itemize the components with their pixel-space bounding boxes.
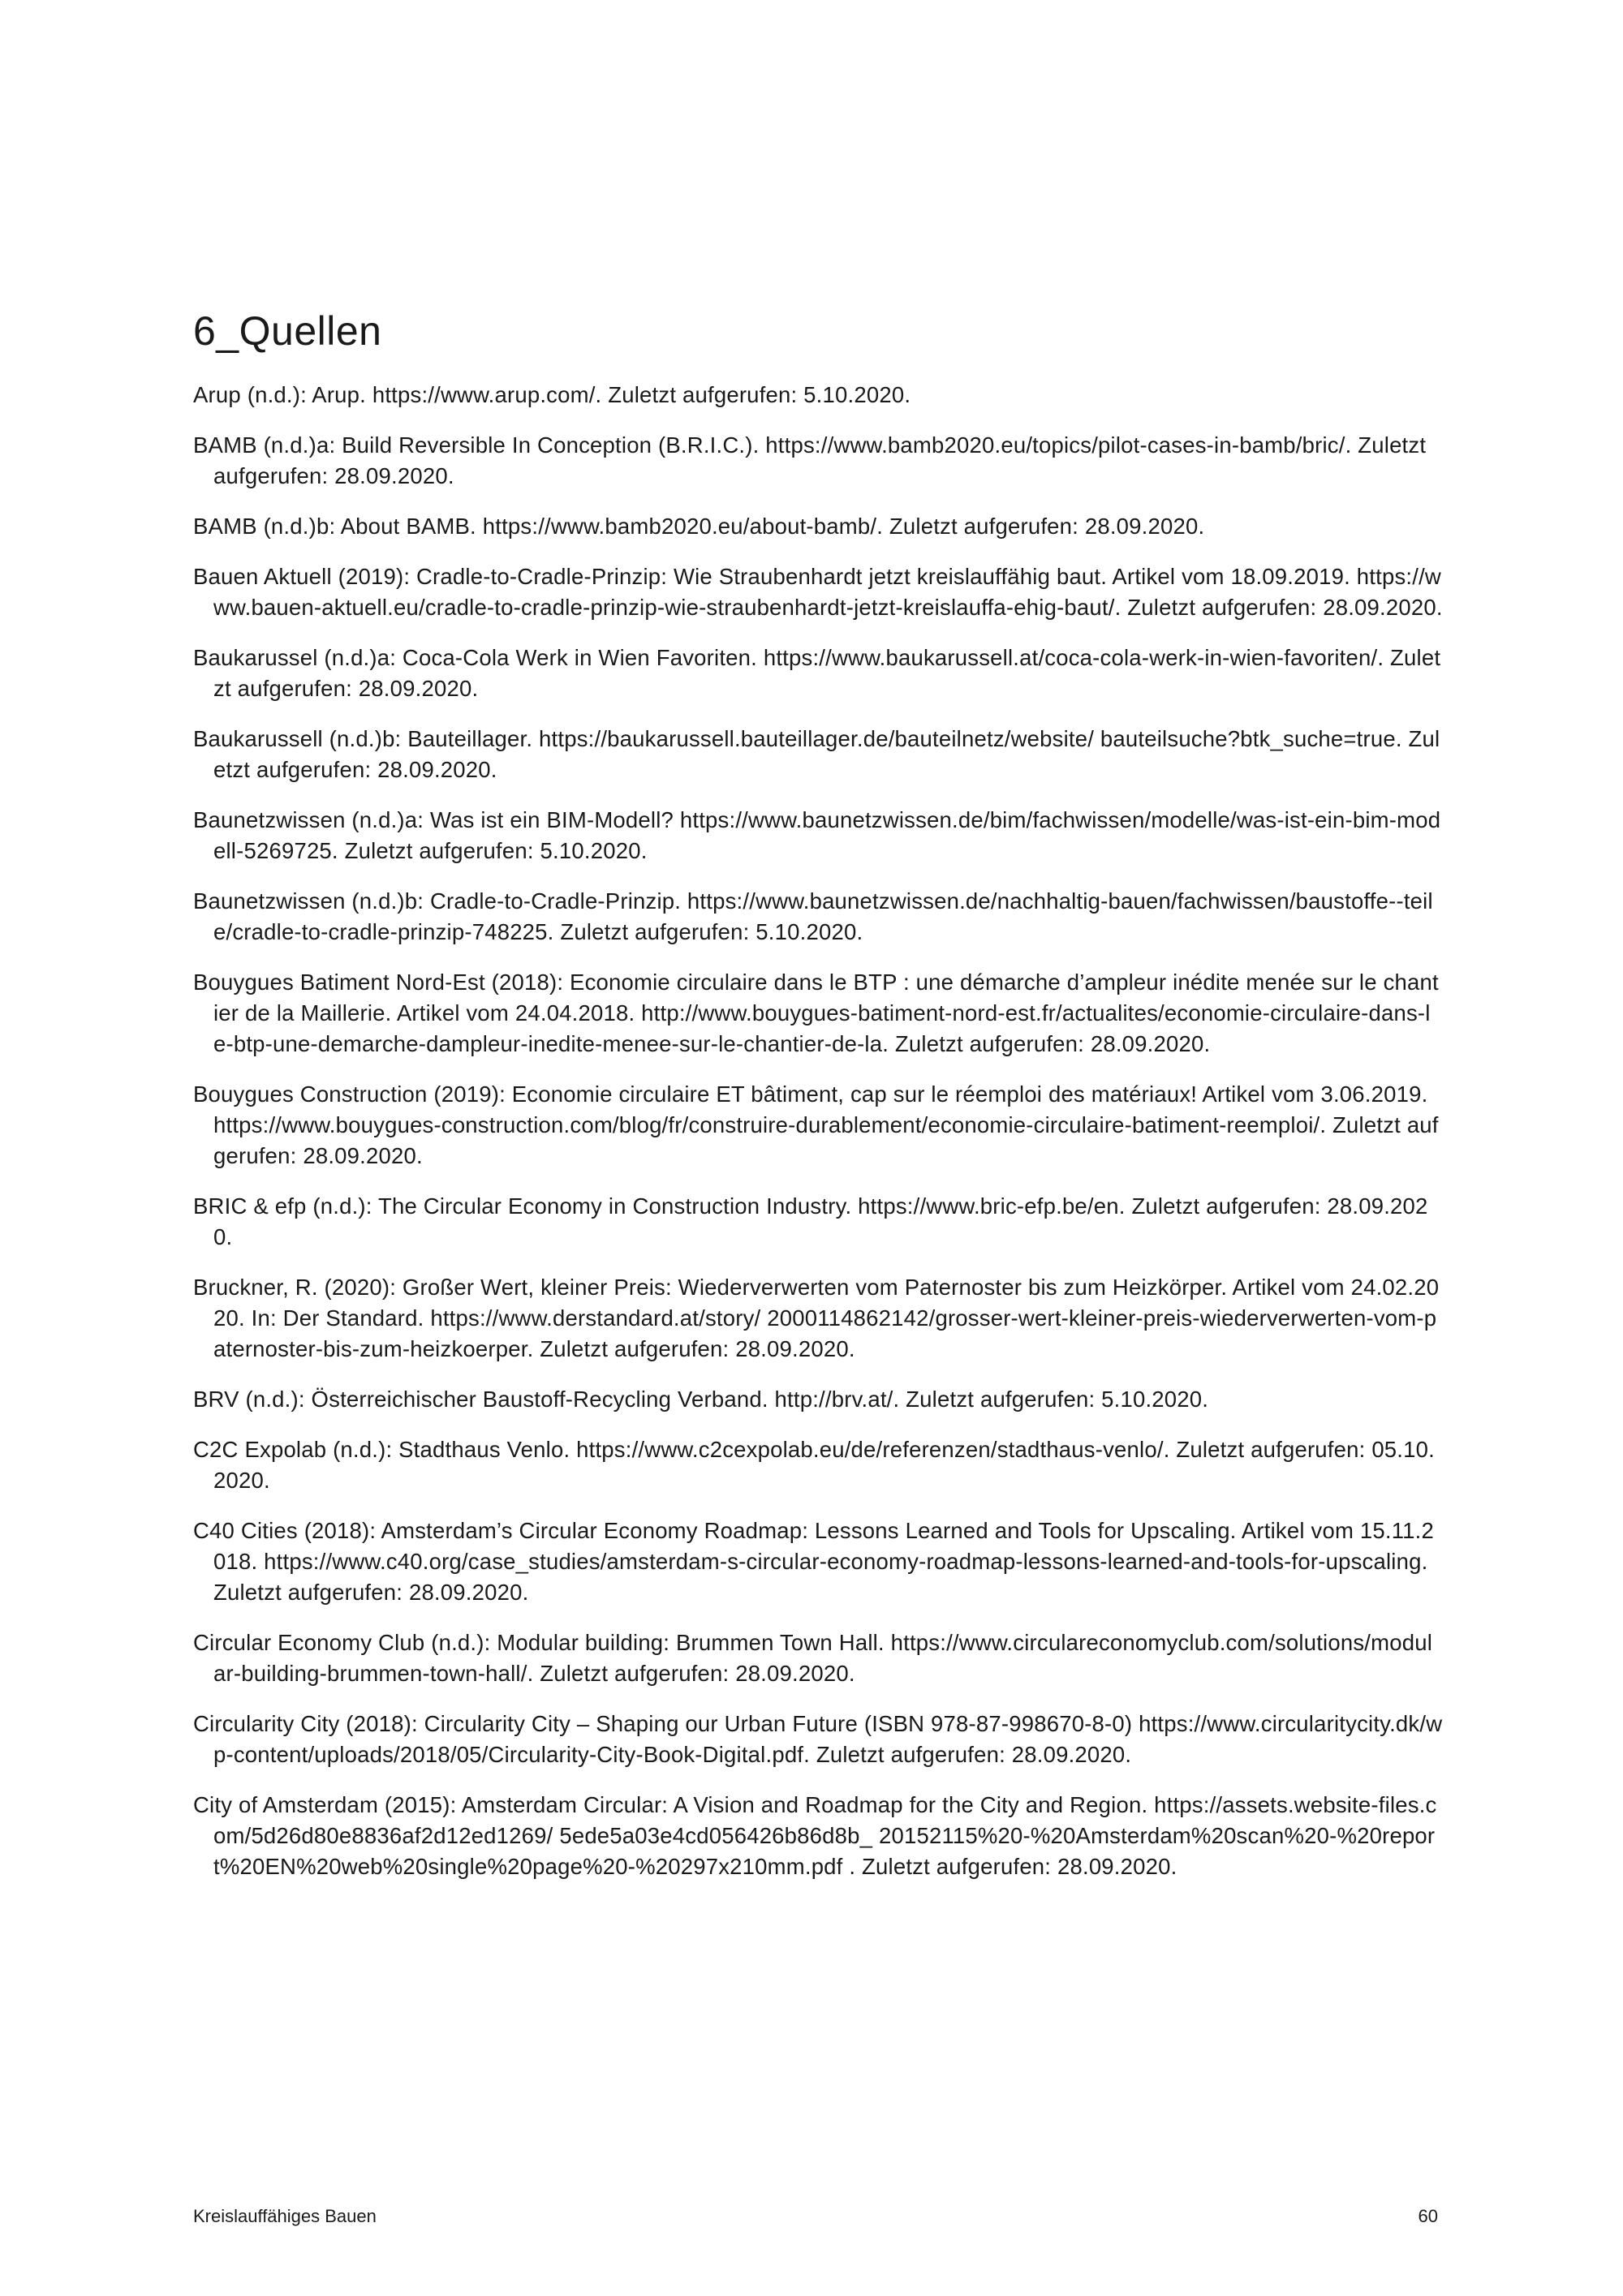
- reference-item: Circularity City (2018): Circularity City – Shaping our Urban Future (ISBN 978-87-998670-8-0) https://www.circularitycity.dk/wp-content/uploads/2018/05/Circularity-City-Book-Digital.pdf. Zuletzt aufgerufen: 28.09.2020.: [193, 1711, 1443, 1767]
- reference-item: Baunetzwissen (n.d.)a: Was ist ein BIM-Modell? https://www.baunetzwissen.de/bim/fachwissen/modelle/was-ist-ein-bim-modell-5269725. Zuletzt aufgerufen: 5.10.2020.: [193, 807, 1441, 863]
- reference-list: [193, 380, 1443, 1902]
- reference-item: BAMB (n.d.)b: About BAMB. https://www.bamb2020.eu/about-bamb/. Zuletzt aufgerufen: 28.09.2020.: [193, 514, 1205, 539]
- footer-title: Kreislauffähiges Bauen: [193, 2206, 377, 2226]
- reference-item: Bouygues Batiment Nord-Est (2018): Economie circulaire dans le BTP : une démarche d’ampleur inédite menée sur le chantier de la Maillerie. Artikel vom 24.04.2018. http://www.bouygues-batiment-nord-est.fr/actualites/economie-circulaire-dans-le-btp-une-demarche-dampleur-inedite-menee-sur-le-chantier-de-la. Zuletzt aufgerufen: 28.09.2020.: [193, 970, 1439, 1056]
- reference-item: BRV (n.d.): Österreichischer Baustoff-Recycling Verband. http://brv.at/. Zuletzt aufgerufen: 5.10.2020.: [193, 1387, 1209, 1412]
- reference-item: C2C Expolab (n.d.): Stadthaus Venlo. https://www.c2cexpolab.eu/de/referenzen/stadthaus-venlo/. Zuletzt aufgerufen: 05.10.2020.: [193, 1437, 1435, 1493]
- reference-item: Baukarussel (n.d.)a: Coca-Cola Werk in Wien Favoriten. https://www.baukarussell.at/coca-cola-werk-in-wien-favoriten/. Zuletzt aufgerufen: 28.09.2020.: [193, 645, 1441, 701]
- reference-item: Baunetzwissen (n.d.)b: Cradle-to-Cradle-Prinzip. https://www.baunetzwissen.de/nachhaltig-bauen/fachwissen/baustoffe--teile/cradle-to-cradle-prinzip-748225. Zuletzt aufgerufen: 5.10.2020.: [193, 888, 1433, 944]
- reference-item: Baukarussell (n.d.)b: Bauteillager. https://baukarussell.bauteillager.de/bauteilnetz/website/ bauteilsuche?btk_suche=true. Zuletzt aufgerufen: 28.09.2020.: [193, 726, 1440, 782]
- reference-item: Bauen Aktuell (2019): Cradle-to-Cradle-Prinzip: Wie Straubenhardt jetzt kreislauffähig baut. Artikel vom 18.09.2019. https://www.bauen-aktuell.eu/cradle-to-cradle-prinzip-wie-straubenhardt-jetzt-kreislauffa-ehig-baut/. Zuletzt aufgerufen: 28.09.2020.: [193, 564, 1443, 620]
- reference-item: Bruckner, R. (2020): Großer Wert, kleiner Preis: Wiederverwerten vom Paternoster bis zum Heizkörper. Artikel vom 24.02.2020. In: Der Standard. https://www.derstandard.at/story/ 2000114862142/grosser-wert-kleiner-preis-wiederverwerten-vom-paternoster-bis-zum-heizkoerper. Zuletzt aufgerufen: 28.09.2020.: [193, 1275, 1440, 1361]
- reference-item: C40 Cities (2018): Amsterdam’s Circular Economy Roadmap: Lessons Learned and Tools for Upscaling. Artikel vom 15.11.2018. https://www.c40.org/case_studies/amsterdam-s-circular-economy-roadmap-lessons-learned-and-tools-for-upscaling. Zuletzt aufgerufen: 28.09.2020.: [193, 1518, 1434, 1605]
- reference-item: BAMB (n.d.)a: Build Reversible In Conception (B.R.I.C.). https://www.bamb2020.eu/topics/pilot-cases-in-bamb/bric/. Zuletzt aufgerufen: 28.09.2020.: [193, 432, 1427, 488]
- reference-item: Bouygues Construction (2019): Economie circulaire ET bâtiment, cap sur le réemploi des matériaux! Artikel vom 3.06.2019. https://www.bouygues-construction.com/blog/fr/construire-durablement/economie-circulaire-batiment-reemploi/. Zuletzt aufgerufen: 28.09.2020.: [193, 1081, 1439, 1168]
- reference-item: BRIC & efp (n.d.): The Circular Economy in Construction Industry. https://www.bric-efp.be/en. Zuletzt aufgerufen: 28.09.2020.: [193, 1193, 1428, 1249]
- reference-item: City of Amsterdam (2015): Amsterdam Circular: A Vision and Roadmap for the City and Region. https://assets.website-files.com/5d26d80e8836af2d12ed1269/ 5ede5a03e4cd056426b86d8b_ 20152115%20-%20Amsterdam%20scan%20-%20report%20EN%20web%20single%20page%20-%20297x210mm.pdf . Zuletzt aufgerufen: 28.09.2020.: [193, 1792, 1437, 1879]
- reference-item: Circular Economy Club (n.d.): Modular building: Brummen Town Hall. https://www.circulareconomyclub.com/solutions/modular-building-brummen-town-hall/. Zuletzt aufgerufen: 28.09.2020.: [193, 1630, 1433, 1686]
- section-title: 6_Quellen: [193, 308, 382, 354]
- reference-item: Arup (n.d.): Arup. https://www.arup.com/. Zuletzt aufgerufen: 5.10.2020.: [193, 382, 911, 407]
- page-number: 60: [1418, 2206, 1438, 2226]
